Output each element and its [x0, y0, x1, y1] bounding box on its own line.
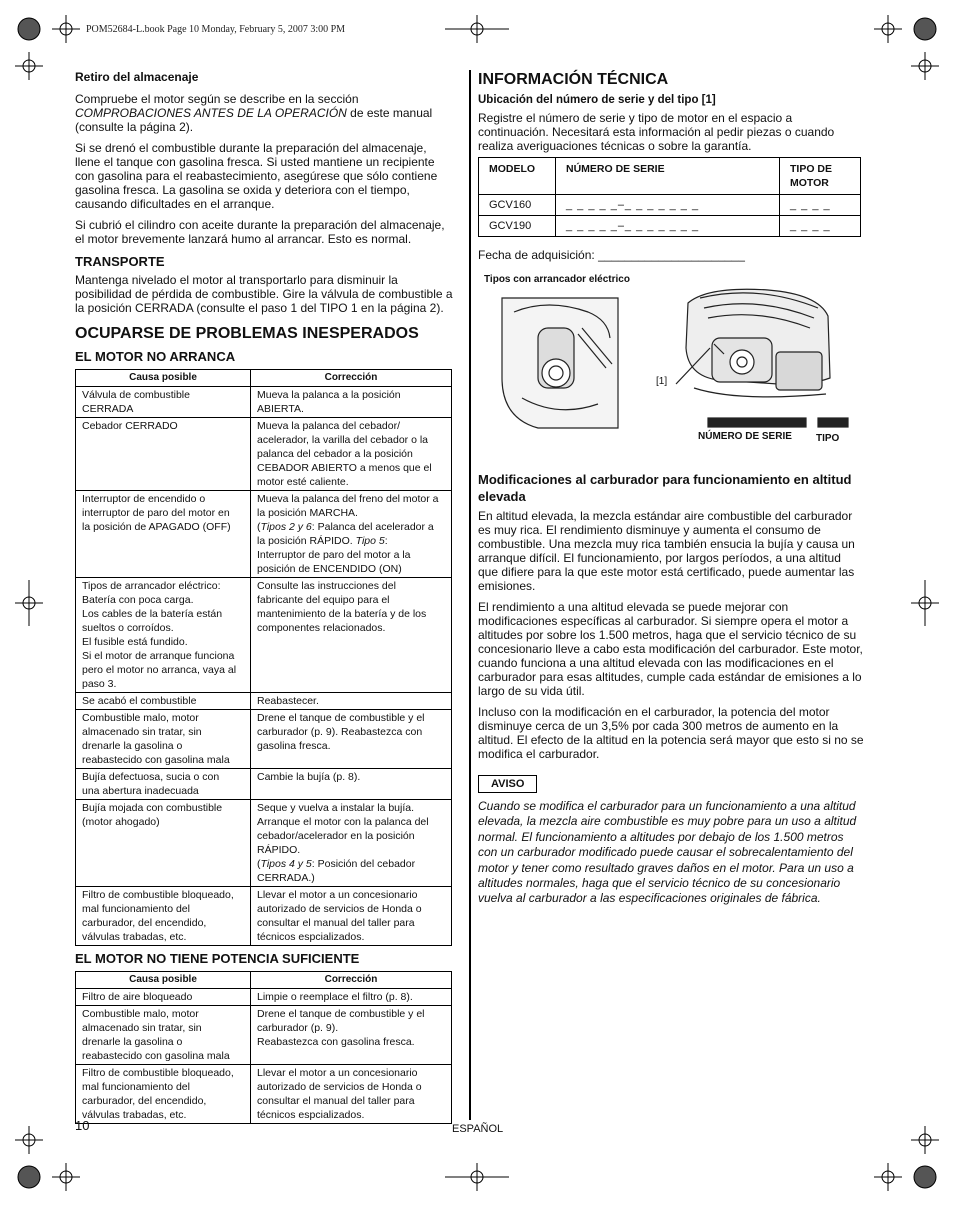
cause-cell: Bujía mojada con combustible (motor ahogado) — [76, 800, 251, 887]
info-tecnica-title: INFORMACIÓN TÉCNICA — [478, 71, 669, 88]
carburador-title: Modificaciones al carburador para funcionamiento en altitud elevada — [478, 472, 852, 504]
carburador-paragraph-1: En altitud elevada, la mezcla estándar aire combustible del carburador es muy rica. El rendimiento disminuye y aumenta el consumo de combustible. Una mezcla muy rica también ensucia la bujía y causa un arranque difícil. El funcionamiento, por largos períodos, a una altitud que difiere para la que este motor está certificado, puede aumentar las emisiones. — [478, 509, 855, 593]
aviso-label: AVISO — [478, 775, 537, 793]
table-row — [76, 491, 452, 578]
correction-cell: Consulte las instrucciones del fabricante del equipo para el mantenimiento de la batería y de los componentes relacionados. — [251, 578, 452, 693]
model-cell: GCV190 — [479, 216, 556, 237]
serial-blank: _ _ _ _ _–_ _ _ _ _ _ _ — [556, 195, 780, 216]
cause-cell: Filtro de combustible bloqueado, mal funcionamiento del carburador, del encendido, válvulas trabadas, etc. — [76, 1065, 251, 1124]
table-row — [76, 1006, 452, 1065]
correction-cell: Llevar el motor a un concesionario autorizado de servicios de Honda o consultar el manual del taller para técnicos espcializados. — [251, 1065, 452, 1124]
table-row — [76, 887, 452, 946]
correction-cell: Limpie o reemplace el filtro (p. 8). — [251, 989, 452, 1006]
transporte-paragraph: Mantenga nivelado el motor al transportarlo para disminuir la posibilidad de pérdida de combustible. Gire la válvula de combustible a la posición CERRADA (consulte el paso 1 del TIPO 1 en la página 2). — [75, 273, 453, 315]
model-cell: GCV160 — [479, 195, 556, 216]
cause-cell: Filtro de combustible bloqueado, mal funcionamiento del carburador, del encendido, válvulas trabadas, etc. — [76, 887, 251, 946]
table-row — [76, 710, 452, 769]
table-row — [76, 1065, 452, 1124]
table-row — [76, 693, 452, 710]
correction-cell: Reabastecer. — [251, 693, 452, 710]
type-blank: _ _ _ _ — [780, 216, 861, 237]
footer-language: ESPAÑOL — [452, 1123, 504, 1135]
table-row — [76, 418, 452, 491]
cause-cell: Válvula de combustible CERRADA — [76, 387, 251, 418]
cause-cell: Tipos de arrancador eléctrico: Batería con poca carga. Los cables de la batería están sueltos o corroídos. El fusible está fundido. Si el motor de arranque funciona pero el motor no arranca, vaya al paso 3. — [76, 578, 251, 693]
fecha-adquisicion: Fecha de adquisición: ______________________ — [478, 248, 745, 262]
cause-cell: Interruptor de encendido o interruptor de paro del motor en la posición de APAGADO (OFF) — [76, 491, 251, 578]
cause-cell: Combustible malo, motor almacenado sin tratar, sin drenarle la gasolina o reabastecido con gasolina mala — [76, 710, 251, 769]
correction-cell: Mueva la palanca del freno del motor a la posición MARCHA. (Tipos 2 y 6: Palanca del acelerador a la posición RÁPIDO. Tipo 5: Interruptor de paro del motor a la posición de ENCENDIDO (ON) — [251, 491, 452, 578]
correction-cell: Mueva la palanca a la posición ABIERTA. — [251, 387, 452, 418]
figure-callout-1: [1] — [656, 376, 668, 387]
retiro-paragraph-3: Si cubrió el cilindro con aceite durante la preparación del almacenaje, el motor brevemente lanzará humo al arrancar. Esto es normal. — [75, 218, 445, 246]
table-header: Corrección — [251, 370, 452, 387]
retiro-paragraph-2: Si se drenó el combustible durante la preparación del almacenaje, llene el tanque con gasolina fresca. Si usted mantiene un recipiente con gasolina para el reabastecimiento, asegúrese que sólo contiene gasolina fresca. La gasolina se oxida y deteriora con el tiempo, causando dificultades en el arranque. — [75, 141, 438, 211]
serial-blank: _ _ _ _ _–_ _ _ _ _ _ _ — [556, 216, 780, 237]
serial-header: NÚMERO DE SERIE — [556, 158, 780, 195]
carburador-paragraph-3: Incluso con la modificación en el carburador, la potencia del motor disminuye cerca de un 3,5% por cada 300 metros de aumento en la altitud. El efecto de la altitud en la potencia será mayor que esto si no se modifica el carburador. — [478, 705, 864, 761]
table-row — [76, 387, 452, 418]
cause-cell: Combustible malo, motor almacenado sin tratar, sin drenarle la gasolina o reabastecido con gasolina mala — [76, 1006, 251, 1065]
retiro-paragraph-1: Compruebe el motor según se describe en la sección COMPROBACIONES ANTES DE LA OPERACIÓN de este manual (consulte la página 2). — [75, 92, 433, 134]
ubicacion-paragraph: Registre el número de serie y tipo de motor en el espacio a continuación. Necesitará esta información al pedir piezas o cuando realiza averiguaciones técnicas o sobre la garantía. — [478, 111, 835, 153]
table-header: Causa posible — [76, 370, 251, 387]
no-arranca-title: EL MOTOR NO ARRANCA — [75, 349, 236, 364]
correction-cell: Llevar el motor a un concesionario autorizado de servicios de Honda o consultar el manual del taller para técnicos espcializados. — [251, 887, 452, 946]
type-blank: _ _ _ _ — [780, 195, 861, 216]
correction-cell: Seque y vuelva a instalar la bujía. Arranque el motor con la palanca del cebador/acelerador en la posición RÁPIDO. (Tipos 4 y 5: Posición del cebador CERRADA.) — [251, 800, 452, 887]
no-potencia-table — [75, 971, 452, 1124]
table-header: Causa posible — [76, 972, 251, 989]
table-row — [76, 578, 452, 693]
no-arranca-table — [75, 369, 452, 946]
correction-cell: Drene el tanque de combustible y el carburador (p. 9). Reabastezca con gasolina fresca. — [251, 1006, 452, 1065]
retiro-title: Retiro del almacenaje — [75, 70, 199, 84]
table-row — [76, 989, 452, 1006]
column-divider — [469, 70, 471, 1120]
model-table — [478, 157, 861, 237]
cause-cell: Se acabó el combustible — [76, 693, 251, 710]
type-header: TIPO DE MOTOR — [780, 158, 861, 195]
table-header: Corrección — [251, 972, 452, 989]
cause-cell: Bujía defectuosa, sucia o con una abertura inadecuada — [76, 769, 251, 800]
correction-cell: Mueva la palanca del cebador/ acelerador, la varilla del cebador o la palanca del cebador a la posición CEBADOR ABIERTO a menos que el motor esté caliente. — [251, 418, 452, 491]
left-column — [75, 70, 455, 1124]
cause-cell: Cebador CERRADO — [76, 418, 251, 491]
transporte-title: TRANSPORTE — [75, 254, 165, 269]
label-numero-serie: NÚMERO DE SERIE — [698, 431, 792, 442]
ubicacion-title: Ubicación del número de serie y del tipo [1] — [478, 94, 716, 106]
table-row — [76, 800, 452, 887]
table-row — [76, 769, 452, 800]
engine-figure — [478, 268, 864, 468]
model-header: MODELO — [479, 158, 556, 195]
figure-caption: Tipos con arrancador eléctrico — [484, 274, 630, 285]
no-potencia-title: EL MOTOR NO TIENE POTENCIA SUFICIENTE — [75, 951, 360, 966]
file-info-header: POM52684-L.book Page 10 Monday, February 5, 2007 3:00 PM — [86, 24, 346, 35]
problemas-title: OCUPARSE DE PROBLEMAS INESPERADOS — [75, 325, 419, 342]
right-column — [478, 70, 864, 907]
cause-cell: Filtro de aire bloqueado — [76, 989, 251, 1006]
label-tipo: TIPO — [816, 433, 840, 444]
aviso-text: Cuando se modifica el carburador para un funcionamiento a una altitud elevada, la mezcla aire combustible es muy pobre para un uso a altitud normal. El funcionamiento a altitudes por debajo de los 1.500 metros con un carburador modificado puede causar el sobrecalentamiento del motor y tener como resultado graves daños en el motor. Para un uso a altitudes normales, haga que el servicio técnico de su concesionario vuelva al carburador a las especificaciones originales de fábrica. — [478, 799, 857, 906]
correction-cell: Cambie la bujía (p. 8). — [251, 769, 452, 800]
carburador-paragraph-2: El rendimiento a una altitud elevada se puede mejorar con modificaciones específicas al carburador. Si siempre opera el motor a altitudes por sobre los 1.500 metros, haga que el servicio técnico de su concesionario lleve a cabo esta modificación del carburador. Este motor, cuando funciona a una altitud elevada con las modificaciones en el carburador para esas altitudes, cumple cada estándar de emisiones a lo largo de su vida útil. — [478, 600, 863, 698]
engine-illustration — [478, 268, 864, 468]
page-number: 10 — [75, 1118, 90, 1133]
correction-cell: Drene el tanque de combustible y el carburador (p. 9). Reabastezca con gasolina fresca. — [251, 710, 452, 769]
